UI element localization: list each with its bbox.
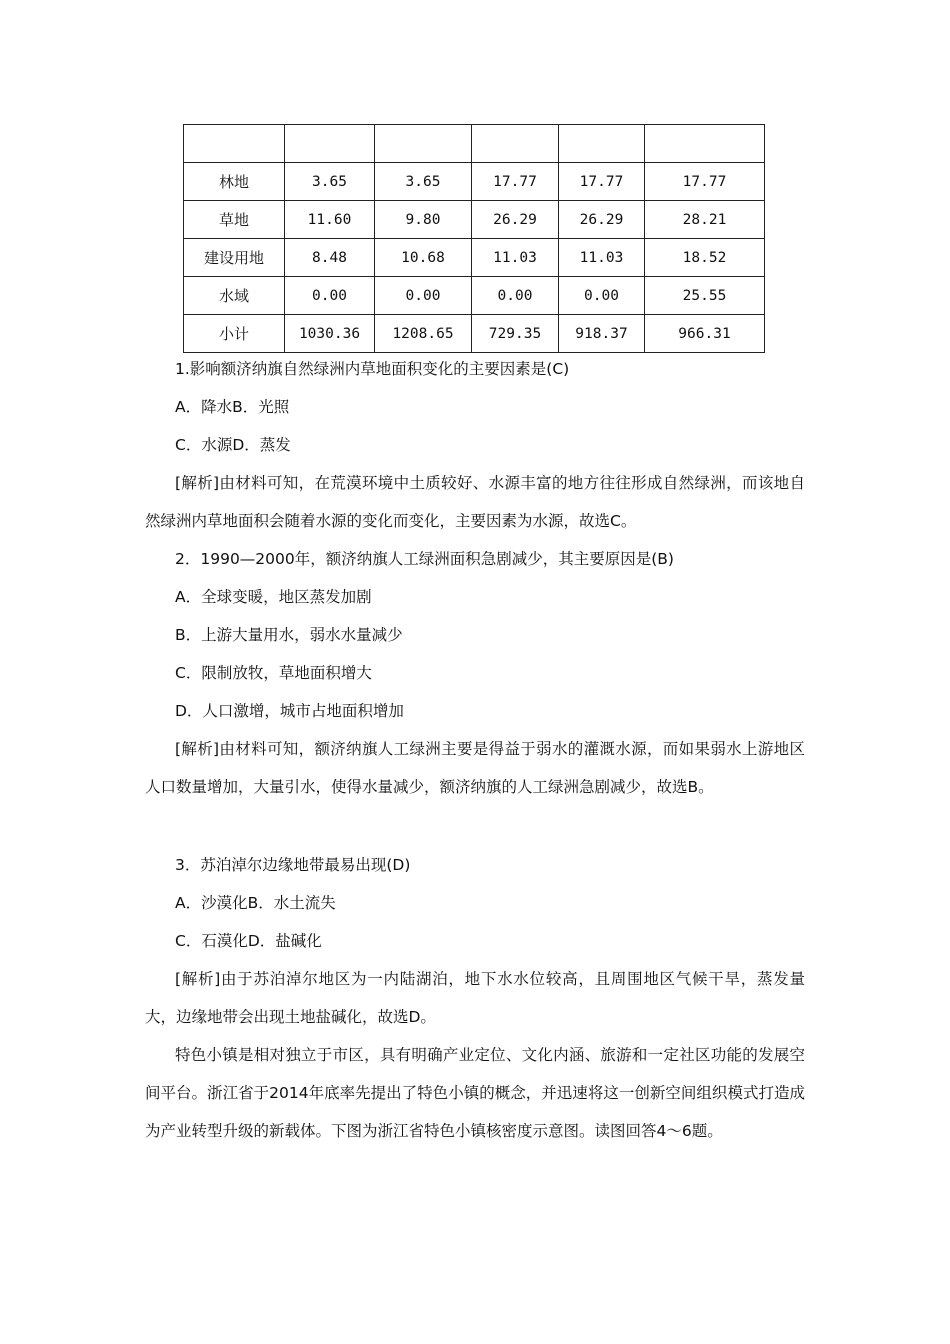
row-label: 水域 [184,277,285,315]
table-cell: 18.52 [645,239,765,277]
table-cell: 0.00 [559,277,645,315]
table-cell: 3.65 [375,163,472,201]
table-cell: 1208.65 [375,315,472,353]
q1-analysis: [解析]由材料可知，在荒漠环境中土质较好、水源丰富的地方往往形成自然绿洲，而该地自然绿洲内草地面积会随着水源的变化而变化，主要因素为水源，故选C。 [145,474,805,530]
table-cell: 26.29 [559,201,645,239]
land-use-table [183,124,765,353]
q3-analysis: [解析]由于苏泊淖尔地区为一内陆湖泊，地下水水位较高，且周围地区气候干旱，蒸发量大，边缘地带会出现土地盐碱化，故选D。 [145,970,805,1026]
table-cell: 17.77 [645,163,765,201]
table-cell: 0.00 [285,277,375,315]
table-row [184,201,765,239]
table-cell: 26.29 [472,201,559,239]
intro-paragraph: 特色小镇是相对独立于市区，具有明确产业定位、文化内涵、旅游和一定社区功能的发展空间平台。浙江省于2014年底率先提出了特色小镇的概念，并迅速将这一创新空间组织模式打造成为产业转型升级的新载体。下图为浙江省特色小镇核密度示意图。读图回答4～6题。 [145,1046,805,1140]
q2-option-b: B．上游大量用水，弱水水量减少 [175,626,403,644]
q3-options-ab: A．沙漠化B．水土流失 [175,894,336,912]
q3-stem: 3．苏泊淖尔边缘地带最易出现(D) [175,856,411,874]
table-cell: 3.65 [285,163,375,201]
q2-stem: 2．1990—2000年，额济纳旗人工绿洲面积急剧减少，其主要原因是(B) [175,550,674,568]
table-cell [559,125,645,163]
table-cell: 8.48 [285,239,375,277]
row-label: 小计 [184,315,285,353]
q1-stem: 1.影响额济纳旗自然绿洲内草地面积变化的主要因素是(C) [175,360,570,378]
q3-options-cd: C．石漠化D．盐碱化 [175,932,322,950]
table-cell: 11.60 [285,201,375,239]
table-cell: 11.03 [472,239,559,277]
q2-option-c: C．限制放牧，草地面积增大 [175,664,372,682]
table-row [184,315,765,353]
table-cell: 0.00 [472,277,559,315]
table-cell: 17.77 [472,163,559,201]
q1-options-ab: A．降水B．光照 [175,398,290,416]
table-cell: 918.37 [559,315,645,353]
row-label: 建设用地 [184,239,285,277]
table-cell: 11.03 [559,239,645,277]
table-cell: 0.00 [375,277,472,315]
table-cell: 9.80 [375,201,472,239]
table-cell: 25.55 [645,277,765,315]
table-cell: 1030.36 [285,315,375,353]
table-cell: 17.77 [559,163,645,201]
table-cell: 28.21 [645,201,765,239]
table-row [184,163,765,201]
q1-options-cd: C．水源D．蒸发 [175,436,291,454]
row-label: 林地 [184,163,285,201]
table-header-row [184,125,765,163]
table-cell: 966.31 [645,315,765,353]
table-cell: 10.68 [375,239,472,277]
q2-option-d: D．人口激增，城市占地面积增加 [175,702,404,720]
table-row [184,277,765,315]
table-cell [472,125,559,163]
q2-analysis: [解析]由材料可知，额济纳旗人工绿洲主要是得益于弱水的灌溉水源，而如果弱水上游地区人口数量增加，大量引水，使得水量减少，额济纳旗的人工绿洲急剧减少，故选B。 [145,740,805,796]
table-cell: 729.35 [472,315,559,353]
row-label: 草地 [184,201,285,239]
q2-option-a: A．全球变暖，地区蒸发加剧 [175,588,372,606]
table-cell [645,125,765,163]
table-cell [285,125,375,163]
table-cell [184,125,285,163]
table-row [184,239,765,277]
table-cell [375,125,472,163]
